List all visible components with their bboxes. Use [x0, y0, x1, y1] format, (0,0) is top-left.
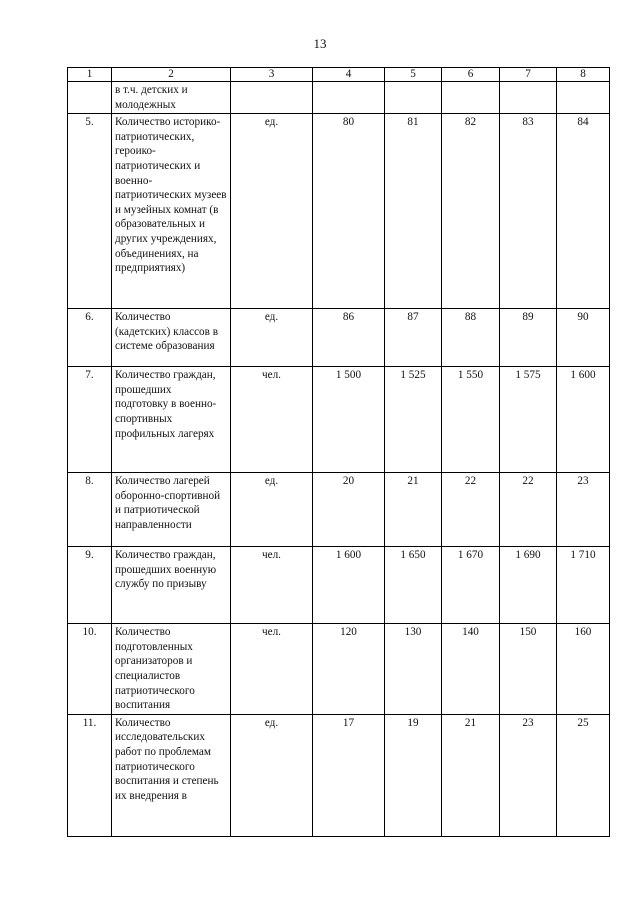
- value-cell: 1 500: [313, 367, 385, 473]
- indicators-table: [67, 67, 610, 837]
- indicator-name: Количество подготовленных организаторов и специалистов патриотического воспитания: [112, 624, 231, 715]
- value-cell: [557, 82, 610, 114]
- unit-cell: ед.: [231, 114, 313, 309]
- value-cell: 23: [500, 714, 557, 836]
- value-cell: 1 525: [385, 367, 442, 473]
- unit-cell: чел.: [231, 367, 313, 473]
- value-cell: 19: [385, 714, 442, 836]
- table-row: [68, 473, 610, 547]
- value-cell: 160: [557, 624, 610, 715]
- value-cell: [313, 82, 385, 114]
- table-row: [68, 309, 610, 367]
- value-cell: [442, 82, 500, 114]
- unit-cell: чел.: [231, 624, 313, 715]
- table-row: [68, 82, 610, 114]
- column-number: 3: [231, 68, 313, 82]
- row-number: 9.: [68, 547, 112, 624]
- value-cell: 150: [500, 624, 557, 715]
- row-number: 5.: [68, 114, 112, 309]
- value-cell: 82: [442, 114, 500, 309]
- value-cell: 22: [442, 473, 500, 547]
- unit-cell: ед.: [231, 714, 313, 836]
- value-cell: 87: [385, 309, 442, 367]
- value-cell: 83: [500, 114, 557, 309]
- unit-cell: ед.: [231, 473, 313, 547]
- value-cell: 1 650: [385, 547, 442, 624]
- value-cell: 80: [313, 114, 385, 309]
- indicator-name: Количество историко-патриотических, героико-патриотических и военно-патриотических музеев и музейных комнат (в образовательных и других учреждениях, объединениях, на предприятиях): [112, 114, 231, 309]
- value-cell: 88: [442, 309, 500, 367]
- value-cell: 17: [313, 714, 385, 836]
- value-cell: 130: [385, 624, 442, 715]
- column-number: 8: [557, 68, 610, 82]
- page-number: 13: [313, 36, 327, 51]
- unit-cell: чел.: [231, 547, 313, 624]
- value-cell: 21: [442, 714, 500, 836]
- value-cell: 84: [557, 114, 610, 309]
- indicator-name: Количество (кадетских) классов в системе образования: [112, 309, 231, 367]
- value-cell: 21: [385, 473, 442, 547]
- value-cell: 120: [313, 624, 385, 715]
- column-number: 7: [500, 68, 557, 82]
- row-number: [68, 82, 112, 114]
- value-cell: 23: [557, 473, 610, 547]
- column-number: 6: [442, 68, 500, 82]
- value-cell: [500, 82, 557, 114]
- row-number: 6.: [68, 309, 112, 367]
- column-number: 2: [112, 68, 231, 82]
- table-row: [68, 114, 610, 309]
- value-cell: 20: [313, 473, 385, 547]
- value-cell: 90: [557, 309, 610, 367]
- unit-cell: ед.: [231, 309, 313, 367]
- value-cell: 89: [500, 309, 557, 367]
- value-cell: 81: [385, 114, 442, 309]
- table-row: [68, 624, 610, 715]
- value-cell: 1 670: [442, 547, 500, 624]
- row-number: 7.: [68, 367, 112, 473]
- value-cell: [385, 82, 442, 114]
- indicator-name: Количество лагерей оборонно-спортивной и патриотической направленности: [112, 473, 231, 547]
- column-number: 4: [313, 68, 385, 82]
- indicator-name: Количество граждан, прошедших военную службу по призыву: [112, 547, 231, 624]
- row-number: 11.: [68, 714, 112, 836]
- value-cell: 1 575: [500, 367, 557, 473]
- column-number: 5: [385, 68, 442, 82]
- value-cell: 140: [442, 624, 500, 715]
- indicator-name: Количество исследовательских работ по проблемам патриотического воспитания и степень их внедрения в: [112, 714, 231, 836]
- value-cell: 1 710: [557, 547, 610, 624]
- table-row: [68, 714, 610, 836]
- table-row: [68, 547, 610, 624]
- column-number-row: [68, 68, 610, 82]
- value-cell: 1 600: [313, 547, 385, 624]
- value-cell: 1 690: [500, 547, 557, 624]
- column-number: 1: [68, 68, 112, 82]
- table-row: [68, 367, 610, 473]
- value-cell: 1 600: [557, 367, 610, 473]
- value-cell: 1 550: [442, 367, 500, 473]
- indicator-name: Количество граждан, прошедших подготовку в военно-спортивных профильных лагерях: [112, 367, 231, 473]
- row-number: 10.: [68, 624, 112, 715]
- unit-cell: [231, 82, 313, 114]
- value-cell: 22: [500, 473, 557, 547]
- value-cell: 86: [313, 309, 385, 367]
- value-cell: 25: [557, 714, 610, 836]
- row-number: 8.: [68, 473, 112, 547]
- indicator-name: в т.ч. детских и молодежных: [112, 82, 231, 114]
